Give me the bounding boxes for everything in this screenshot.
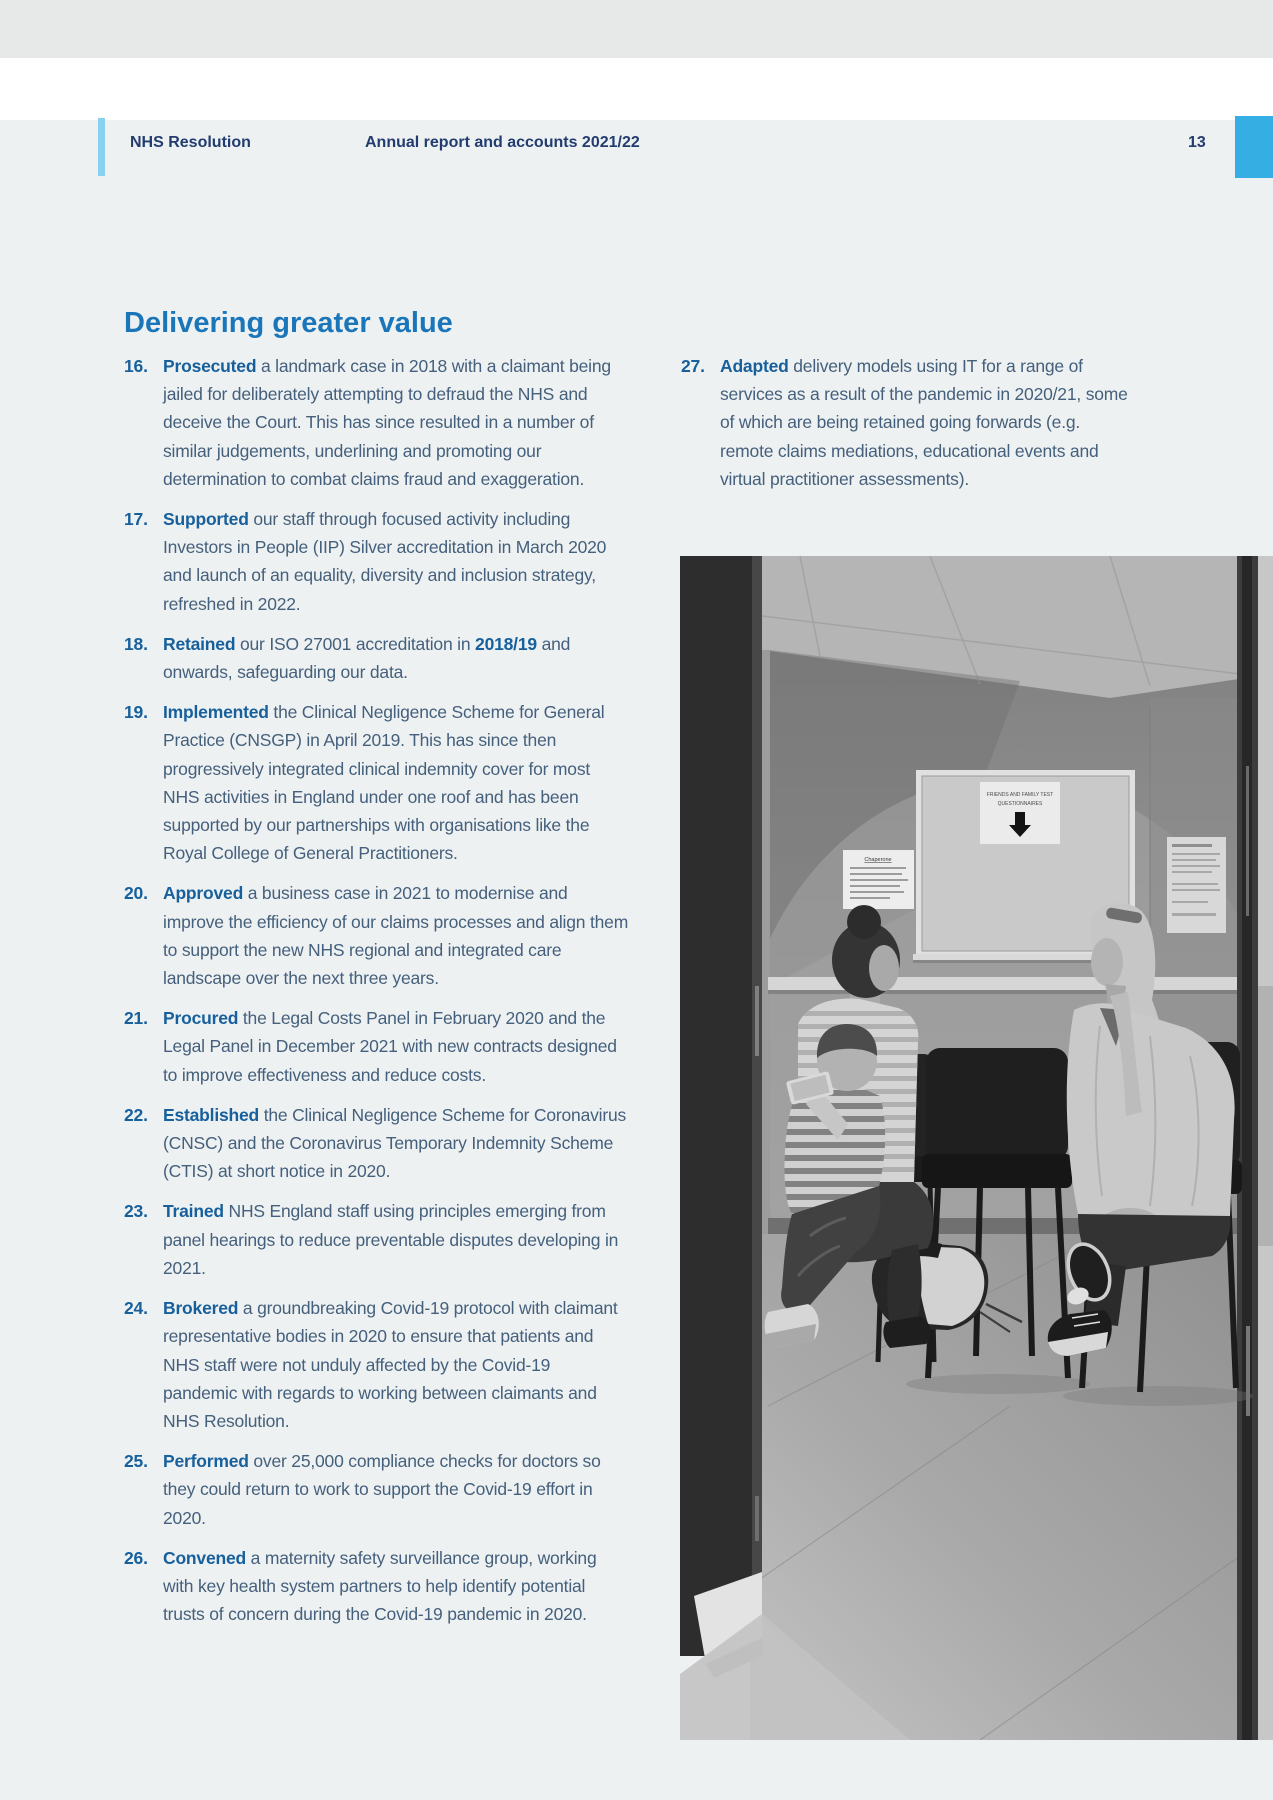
list-item-number: 25. [124,1451,148,1472]
list-item-text [720,352,1133,493]
list-item-number: 18. [124,633,148,654]
list-item-lead: Prosecuted [163,356,257,376]
list-item-lead: Implemented [163,702,269,723]
list-item-lead: Procured [163,1008,239,1029]
list-item-number: 27. [681,356,705,376]
list-item-text [163,1101,629,1186]
list-item-lead: Convened [163,1547,246,1568]
list-item-text [163,1294,629,1435]
list-item-number: 21. [124,1008,148,1029]
list-item-lead: Brokered [163,1298,239,1319]
list-item [124,1004,629,1089]
list-item-body: a groundbreaking Covid-19 protocol with claimant representative bodies in 2020 to ensure that patients and NHS staff were not unduly affected by the Covid-19 pandemic with regards to working between claimants and NHS Resolution. [163,1298,618,1431]
header-report-title: Annual report and accounts 2021/22 [365,134,640,151]
page-header [0,58,1273,151]
top-strip [0,0,1273,58]
list-item-text [163,698,629,867]
list-item-number: 22. [124,1104,148,1125]
list-item-number: 17. [124,509,148,530]
list-item-number: 23. [124,1201,148,1222]
list-item [124,1544,629,1629]
header-accent-bar [98,118,105,176]
list-item-body: NHS England staff using principles emerging from panel hearings to reduce preventable disputes developing in 2021. [163,1201,619,1278]
list-item-number: 20. [124,883,148,904]
section-title: Delivering greater value [124,307,453,339]
list-item [124,1294,629,1435]
list-item-body: a landmark case in 2018 with a claimant being jailed for deliberately attempting to defraud the NHS and deceive the Court. This has since resulted in a number of similar judgements, underlining and promoting our determination to combat claims fraud and exaggeration. [163,356,611,489]
whiteboard-sign-line1: FRIENDS AND FAMILY TEST [986,792,1054,798]
list-item [124,1101,629,1186]
list-item-number: 16. [124,356,148,376]
list-item-text [163,879,629,992]
photo-right-door [1237,556,1273,1740]
page-number: 13 [1188,134,1206,151]
list-item-text [163,1197,629,1282]
photo-chaperone-sign [843,850,914,909]
list-item-lead: Trained [163,1201,224,1222]
header-org-name: NHS Resolution [130,134,251,151]
list-item-text [163,505,629,618]
list-item-number: 19. [124,702,148,723]
list-item-text [163,1447,629,1532]
list-item-body: and onwards, safeguarding our data. [163,633,571,683]
list-item-lead: 2018/19 [475,633,537,654]
list-item-lead: Adapted [720,356,789,376]
list-item-body: our ISO 27001 accreditation in [235,633,476,654]
list-item [124,505,629,618]
list-item-body: the Clinical Negligence Scheme for General Practice (CNSGP) in April 2019. This has since then progressively integrated clinical indemnity cover for most NHS activities in England under one roof and has been supported by our partnerships with organisations like the Royal College of General Practitioners. [163,702,605,864]
list-item-body: the Legal Costs Panel in February 2020 and the Legal Panel in December 2021 with new contracts designed to improve effectiveness and reduce costs. [163,1008,617,1085]
list-item-lead: Established [163,1104,260,1125]
list-item [124,1197,629,1282]
list-column-right [681,352,1133,505]
photo-notice-paper [1167,837,1226,933]
list-item [681,352,1133,493]
list-item-number: 26. [124,1547,148,1568]
waiting-room-photo-illustration [680,556,1273,1740]
list-item-lead: Approved [163,883,244,904]
whiteboard-sign-line2: QUESTIONNAIRES [997,801,1043,807]
waiting-room-photo [680,556,1273,1740]
list-item [124,1447,629,1532]
list-item-body: the Clinical Negligence Scheme for Coronavirus (CNSC) and the Coronavirus Temporary Indemnity Scheme (CTIS) at short notice in 2020. [163,1104,627,1182]
list-column-left [124,352,629,1640]
header-page-tab [1235,116,1273,178]
list-item-body: delivery models using IT for a range of services as a result of the pandemic in 2020/21, some of which are being retained going forwards (e.g. remote claims mediations, educational events and virtual practitioner assessments). [720,356,1128,489]
list-item-text [163,1544,629,1629]
list-item-lead: Retained [163,633,236,654]
list-item-number: 24. [124,1298,148,1319]
list-item-body: a maternity safety surveillance group, working with key health system partners to help identify potential trusts of concern during the Covid-19 pandemic in 2020. [163,1547,597,1625]
list-item-text [163,630,629,686]
list-item [124,630,629,686]
list-item-body: a business case in 2021 to modernise and improve the efficiency of our claims processes and align them to support the new NHS regional and integrated care landscape over the next three years. [163,883,629,989]
list-item-text [163,352,629,493]
list-item-lead: Supported [163,509,249,530]
chaperone-sign-title: Chaperone [864,857,892,863]
list-item [124,352,629,493]
list-item-lead: Performed [163,1451,249,1472]
list-item-body: over 25,000 compliance checks for doctors so they could return to work to support the Covid-19 effort in 2020. [163,1451,601,1528]
list-item-body: our staff through focused activity including Investors in People (IIP) Silver accreditation in March 2020 and launch of an equality, diversity and inclusion strategy, refreshed in 2022. [163,509,607,614]
list-item [124,698,629,867]
list-item [124,879,629,992]
list-item-text [163,1004,629,1089]
